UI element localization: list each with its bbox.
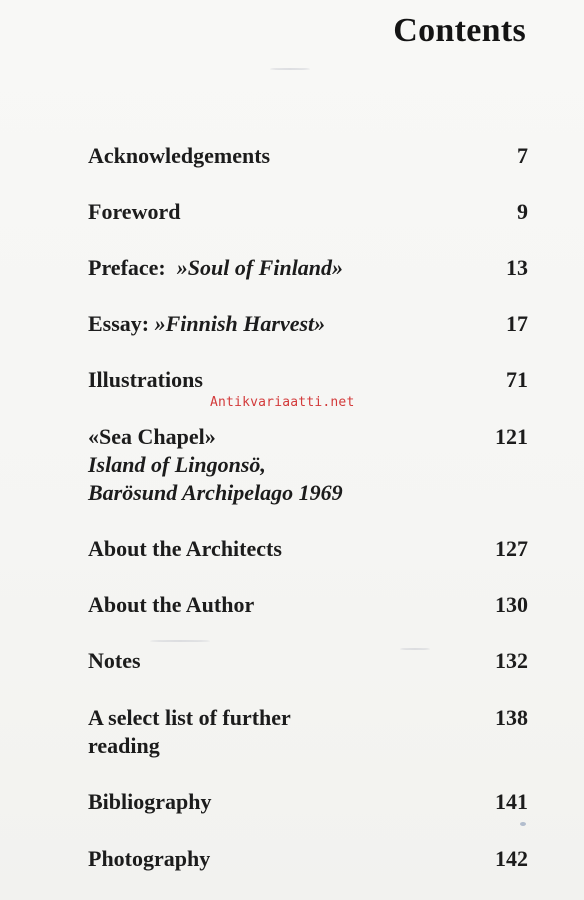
toc-entry-preface <box>88 254 528 282</box>
toc-entry-page: 132 <box>495 648 528 673</box>
toc-entry-label: About the Architects <box>88 536 282 561</box>
toc-entry-label: A select list of further <box>88 705 291 730</box>
toc-entry-label: Bibliography <box>88 789 212 814</box>
toc-entry-page: 127 <box>495 536 528 561</box>
toc-entry-bibliography <box>88 788 528 816</box>
toc-entry-about-author <box>88 591 528 619</box>
paper-speck <box>150 640 210 642</box>
toc-entry-label-line2: reading <box>88 733 160 758</box>
toc-entry-label: Photography <box>88 846 211 871</box>
toc-entry-page: 17 <box>506 311 528 336</box>
watermark: Antikvariaatti.net <box>210 395 355 410</box>
toc-entry-italic-title: »Soul of Finland» <box>176 255 344 280</box>
toc-entry-prefix: Preface: <box>88 255 166 280</box>
toc-entry-label <box>88 254 448 282</box>
toc-entry-page: 71 <box>506 367 528 392</box>
toc-entry-page: 141 <box>495 789 528 814</box>
toc-entry-page: 142 <box>495 846 528 871</box>
toc-entry-label: About the Author <box>88 592 255 617</box>
toc-entry-label: Acknowledgements <box>88 143 271 168</box>
toc-entry-page: 13 <box>506 255 528 280</box>
toc-entry-sea-chapel <box>88 423 528 507</box>
toc-entry-acknowledgements <box>88 142 528 170</box>
toc-entry-label: «Sea Chapel» <box>88 424 216 449</box>
toc-entry-label: Foreword <box>88 199 181 224</box>
toc-entry-page: 138 <box>495 705 528 730</box>
toc-entry-notes <box>88 647 528 675</box>
paper-speck <box>400 648 430 650</box>
toc-entry-label <box>88 310 448 338</box>
toc-entry-italic-title: »Finnish Harvest» <box>154 311 326 336</box>
toc-entry-label: Notes <box>88 648 141 673</box>
paper-speck <box>270 68 310 70</box>
toc-entry-page: 121 <box>495 424 528 449</box>
page-title: Contents <box>393 12 526 49</box>
toc-entry-foreword <box>88 198 528 226</box>
toc-entry-page: 7 <box>517 143 528 168</box>
toc-entry-subtitle-line2: Barösund Archipelago 1969 <box>88 480 343 505</box>
toc-entry-photography <box>88 845 528 873</box>
toc-entry-illustrations <box>88 366 528 394</box>
toc-entry-essay <box>88 310 528 338</box>
toc-entry-label: Illustrations <box>88 367 203 392</box>
toc-entry-about-architects <box>88 535 528 563</box>
paper-speck <box>520 822 526 826</box>
toc-entry-page: 130 <box>495 592 528 617</box>
toc-entry-prefix: Essay: <box>88 311 150 336</box>
toc-entry-subtitle-line1: Island of Lingonsö, <box>88 452 266 477</box>
toc-entry-page: 9 <box>517 199 528 224</box>
toc-entry-further-reading <box>88 704 528 760</box>
